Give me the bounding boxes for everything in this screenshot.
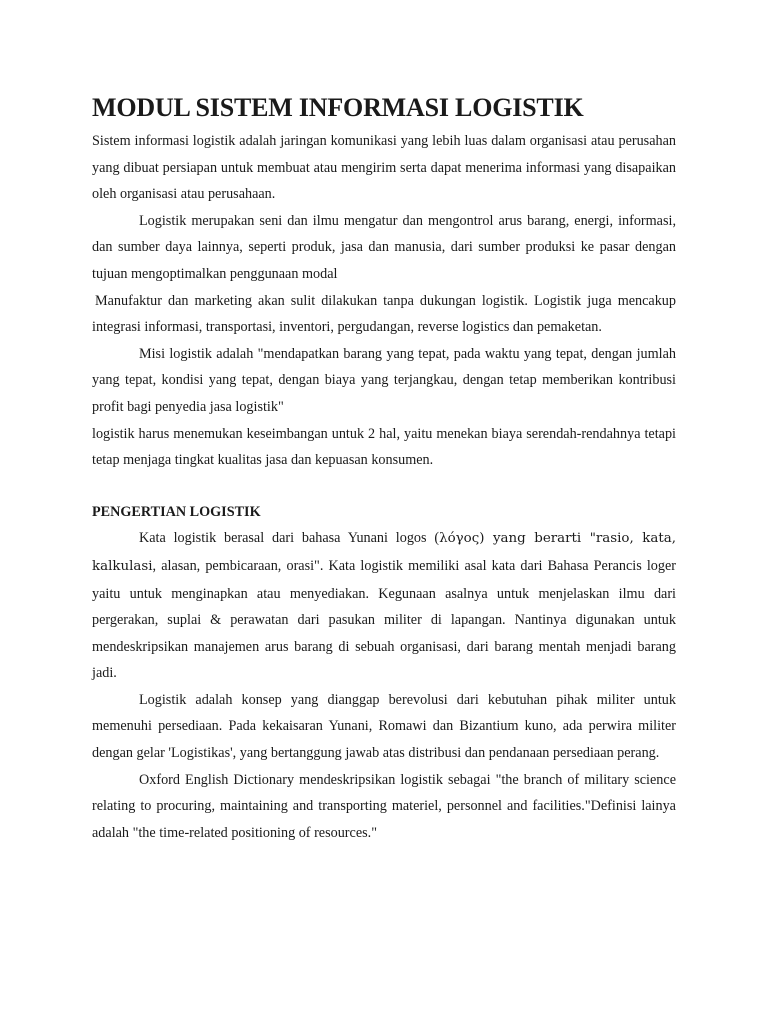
section-paragraph-1-start: Kata logistik berasal dari bahasa Yunani logos ( — [139, 530, 440, 547]
section-paragraph-1-end: , alasan, pembicaraan, orasi". Kata logistik memiliki asal kata dari Bahasa Perancis loger yaitu untuk menginapkan atau menyediakan. Kegunaan asalnya untuk menjelaskan ilmu dari pergerakan, suplai & perawatan dari pasukan militer di lapangan. Nantinya digunakan untuk mendeskripsikan manajemen arus barang di sebuah organisasi, dari barang mentah menjadi barang jadi. — [92, 557, 676, 682]
document-page — [92, 92, 676, 846]
greek-term: λόγος) yang berarti "rasio, kata, kalkulasi — [92, 531, 676, 574]
section-paragraph-2: Logistik adalah konsep yang dianggap berevolusi dari kebutuhan pihak militer untuk memenuhi persediaan. Pada kekaisaran Yunani, Romawi dan Bizantium kuno, ada perwira militer dengan gelar 'Logistikas', yang bertanggung jawab atas distribusi dan pendanaan persediaan perang. — [92, 691, 676, 762]
intro-paragraph-4: Misi logistik adalah "mendapatkan barang yang tepat, pada waktu yang tepat, dengan jumlah yang tepat, kondisi yang tepat, dengan biaya yang terjangkau, dengan tetap memberikan kontribusi profit bagi penyedia jasa logistik" — [92, 345, 676, 415]
section-paragraph-1 — [92, 525, 676, 687]
intro-paragraph-2: Logistik merupakan seni dan ilmu mengatur dan mengontrol arus barang, energi, informasi, dan sumber daya lainnya, seperti produk, jasa dan manusia, dari sumber produksi ke pasar dengan tujuan mengoptimalkan penggunaan modal — [92, 212, 676, 282]
intro-paragraph-1: Sistem informasi logistik adalah jaringan komunikasi yang lebih luas dalam organisasi atau perusahan yang dibuat persiapan untuk membuat atau mengirim serta dapat menerima informasi yang disapaikan oleh organisasi atau perusahaan. — [92, 133, 676, 203]
section-heading: PENGERTIAN LOGISTIK — [92, 503, 261, 520]
document-title: MODUL SISTEM INFORMASI LOGISTIK — [92, 93, 584, 122]
section-paragraph-3: Oxford English Dictionary mendeskripsikan logistik sebagai "the branch of military science relating to procuring, maintaining and transporting materiel, personnel and facilities."Definisi lainya adalah "the time-related positioning of resources." — [92, 771, 676, 841]
intro-paragraph-3: Manufaktur dan marketing akan sulit dilakukan tanpa dukungan logistik. Logistik juga mencakup integrasi informasi, transportasi, inventori, pergudangan, reverse logistics dan pemaketan. — [92, 292, 676, 336]
intro-paragraph-5: logistik harus menemukan keseimbangan untuk 2 hal, yaitu menekan biaya serendah-rendahnya tetapi tetap menjaga tingkat kualitas jasa dan kepuasan konsumen. — [92, 425, 676, 469]
